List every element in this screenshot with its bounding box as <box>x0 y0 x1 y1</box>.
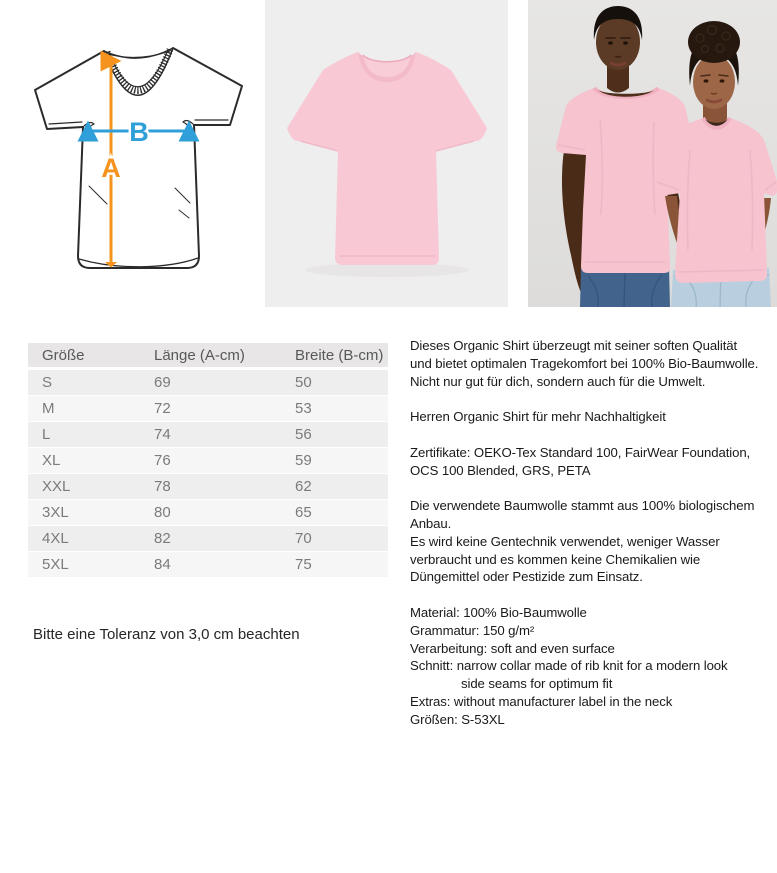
product-photo-models <box>528 0 777 307</box>
size-cell: M <box>28 396 140 422</box>
width-cell: 50 <box>281 370 388 396</box>
spec-schnitt-cont: side seams for optimum fit <box>461 676 613 692</box>
description-intro: Dieses Organic Shirt überzeugt mit seiner soften Qualität und bietet optimalen Tragekomfort bei 100% Bio-Baumwolle. Nicht nur gut für dich, sondern auch für die Umwelt. <box>410 338 759 389</box>
length-cell: 69 <box>140 370 281 396</box>
size-diagram-graphic <box>27 36 255 290</box>
spec-material: Material: 100% Bio-Baumwolle <box>410 604 587 620</box>
spec-schnitt: Schnitt: narrow collar made of rib knit for a modern look <box>410 658 728 674</box>
models-photo-graphic <box>528 0 777 307</box>
width-cell: 53 <box>281 396 388 422</box>
column-header-length: Länge (A-cm) <box>140 343 281 370</box>
size-cell: L <box>28 422 140 448</box>
column-header-size: Größe <box>28 343 140 370</box>
description-cotton-process: Es wird keine Gentechnik verwendet, weniger Wasser verbraucht und es kommen keine Chemikalien wie Düngemittel oder Pestizide zum Einsatz. <box>410 533 720 585</box>
description-cotton-origin: Die verwendete Baumwolle stammt aus 100% biologischem Anbau. <box>410 498 755 531</box>
spec-grammatur: Grammatur: 150 g/m² <box>410 622 535 638</box>
width-cell: 56 <box>281 422 388 448</box>
column-header-width: Breite (B-cm) <box>281 343 388 370</box>
description-cotton <box>410 497 762 586</box>
width-label: B <box>129 117 149 147</box>
width-cell: 75 <box>281 552 388 578</box>
description-certificates: Zertifikate: OEKO-Tex Standard 100, FairWear Foundation, OCS 100 Blended, GRS, PETA <box>410 444 751 478</box>
size-diagram <box>27 36 255 290</box>
table-row <box>28 500 388 526</box>
size-cell: 5XL <box>28 552 140 578</box>
flat-shirt-graphic <box>265 0 508 307</box>
table-row <box>28 370 388 396</box>
table-row <box>28 448 388 474</box>
size-cell: 3XL <box>28 500 140 526</box>
spec-verarbeitung: Verarbeitung: soft and even surface <box>410 640 615 656</box>
size-table <box>28 343 388 578</box>
length-cell: 84 <box>140 552 281 578</box>
length-cell: 80 <box>140 500 281 526</box>
length-cell: 78 <box>140 474 281 500</box>
width-cell: 62 <box>281 474 388 500</box>
length-cell: 72 <box>140 396 281 422</box>
description-subtitle: Herren Organic Shirt für mehr Nachhaltigkeit <box>410 409 666 425</box>
length-cell: 74 <box>140 422 281 448</box>
spec-extras: Extras: without manufacturer label in the neck <box>410 693 673 709</box>
description-specs <box>410 604 762 729</box>
length-cell: 82 <box>140 526 281 552</box>
product-description <box>410 337 762 729</box>
length-cell: 76 <box>140 448 281 474</box>
width-cell: 65 <box>281 500 388 526</box>
size-cell: 4XL <box>28 526 140 552</box>
length-label: A <box>101 153 121 183</box>
table-row <box>28 422 388 448</box>
tshirt-outline <box>35 48 242 268</box>
size-table-header-row <box>28 343 388 370</box>
size-cell: XXL <box>28 474 140 500</box>
table-row <box>28 474 388 500</box>
size-cell: S <box>28 370 140 396</box>
spec-groessen: Größen: S-53XL <box>410 711 505 727</box>
product-photo-flat <box>265 0 508 307</box>
table-row <box>28 526 388 552</box>
table-row <box>28 552 388 578</box>
width-cell: 59 <box>281 448 388 474</box>
table-row <box>28 396 388 422</box>
width-cell: 70 <box>281 526 388 552</box>
tolerance-note: Bitte eine Toleranz von 3,0 cm beachten <box>33 626 300 643</box>
size-cell: XL <box>28 448 140 474</box>
